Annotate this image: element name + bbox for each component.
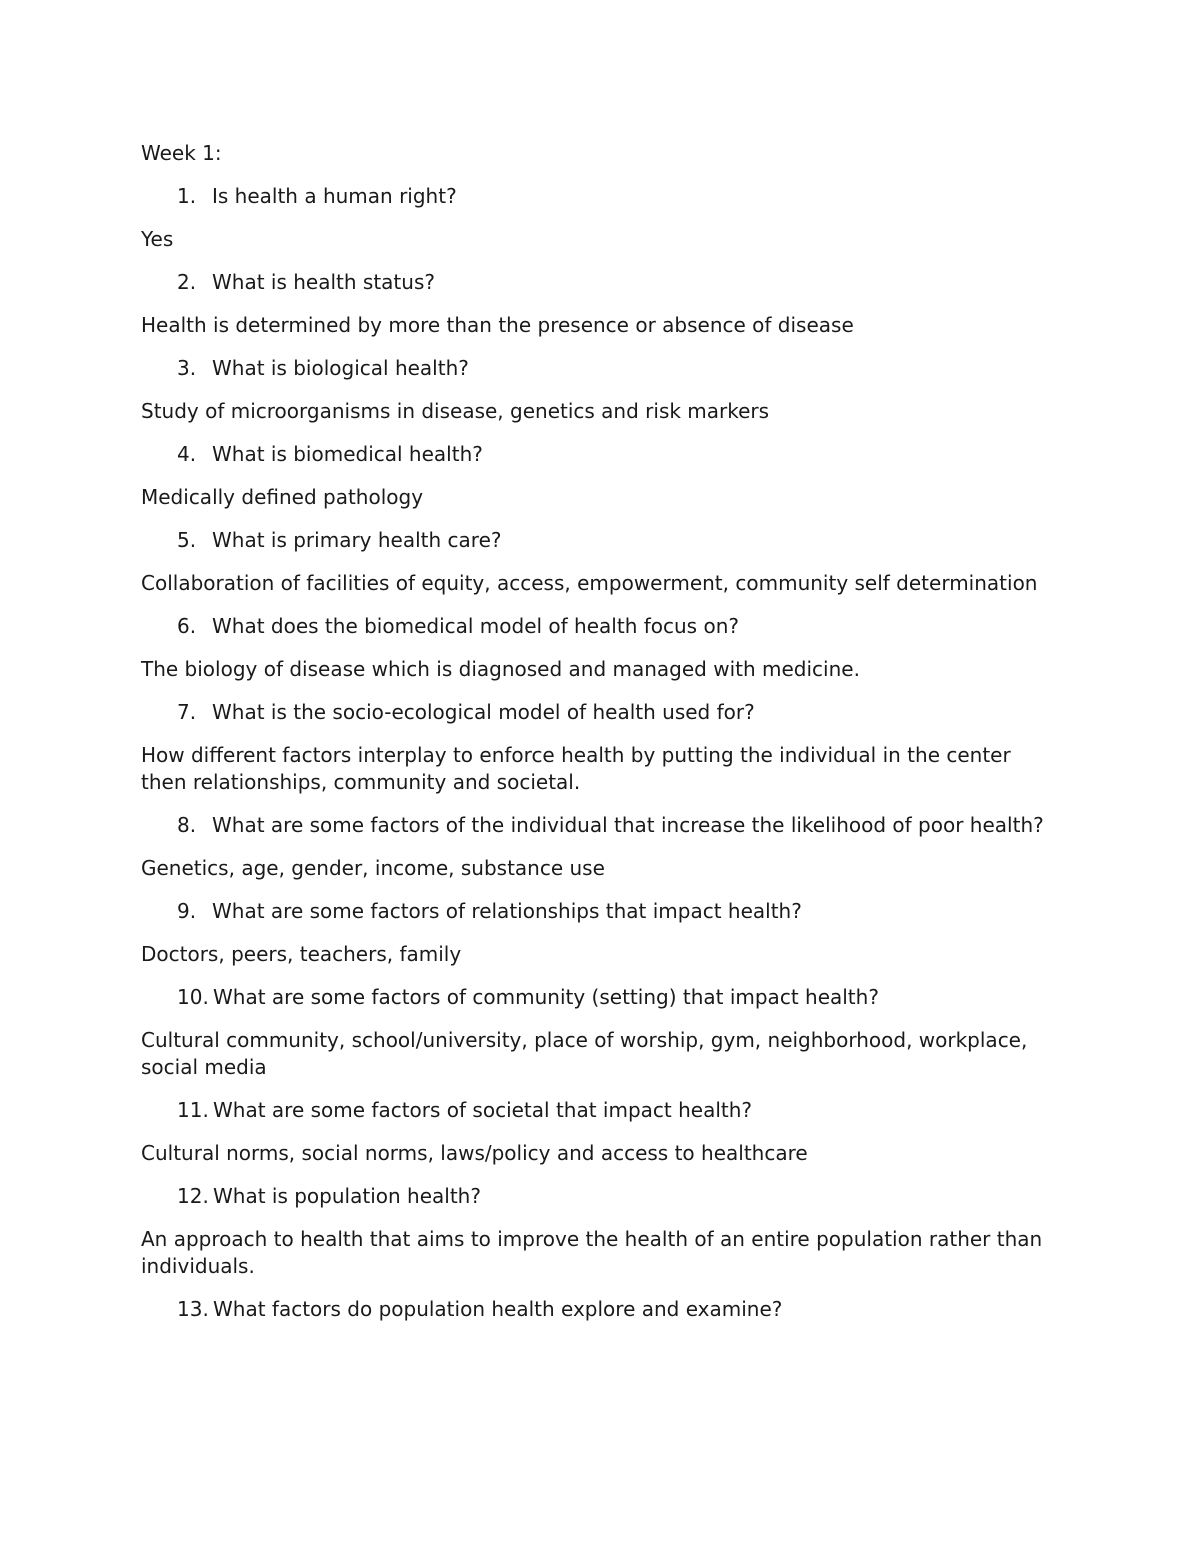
question-number: 5.: [177, 528, 197, 552]
question-text: What are some factors of societal that impact health?: [213, 1098, 753, 1122]
question-number: 13.: [177, 1297, 209, 1321]
answer-text: Collaboration of facilities of equity, access, empowerment, community self determination: [141, 571, 1038, 595]
question-text: What factors do population health explore and examine?: [213, 1297, 783, 1321]
question-number: 7.: [177, 700, 197, 724]
answer-text: Cultural norms, social norms, laws/policy and access to healthcare: [141, 1141, 808, 1165]
question-item: [141, 441, 1061, 468]
question-number: 12.: [177, 1184, 209, 1208]
answer-text: Health is determined by more than the presence or absence of disease: [141, 313, 854, 337]
question-number: 6.: [177, 614, 197, 638]
question-text: What is biomedical health?: [212, 442, 483, 466]
answer-text: Yes: [141, 227, 174, 251]
question-item: [141, 269, 1061, 296]
question-item: [141, 1097, 1061, 1124]
answer-text: An approach to health that aims to improve the health of an entire population rather than individuals.: [141, 1227, 1043, 1278]
answer-text: Cultural community, school/university, place of worship, gym, neighborhood, workplace, social media: [141, 1028, 1028, 1079]
answer-text: Doctors, peers, teachers, family: [141, 942, 462, 966]
question-item: [141, 183, 1061, 210]
question-item: [141, 984, 1061, 1011]
question-text: What is health status?: [212, 270, 435, 294]
question-item: [141, 1296, 1061, 1323]
answer-text: Study of microorganisms in disease, genetics and risk markers: [141, 399, 770, 423]
document-body: [141, 140, 1061, 1339]
question-item: [141, 613, 1061, 640]
question-text: What is primary health care?: [212, 528, 502, 552]
question-item: [141, 812, 1061, 839]
answer-text: Medically defined pathology: [141, 485, 424, 509]
answer-text: How different factors interplay to enforce health by putting the individual in the center then relationships, community and societal.: [141, 743, 1011, 794]
question-number: 1.: [177, 184, 197, 208]
section-heading: Week 1:: [141, 141, 222, 165]
question-text: What does the biomedical model of health focus on?: [212, 614, 739, 638]
question-text: What are some factors of community (setting) that impact health?: [213, 985, 879, 1009]
question-text: Is health a human right?: [212, 184, 457, 208]
question-text: What is population health?: [213, 1184, 481, 1208]
question-item: [141, 699, 1061, 726]
question-item: [141, 355, 1061, 382]
question-number: 10.: [177, 985, 209, 1009]
question-text: What are some factors of relationships that impact health?: [212, 899, 802, 923]
question-item: [141, 527, 1061, 554]
answer-text: Genetics, age, gender, income, substance use: [141, 856, 605, 880]
question-number: 11.: [177, 1098, 209, 1122]
question-number: 2.: [177, 270, 197, 294]
question-text: What is the socio-ecological model of health used for?: [212, 700, 755, 724]
question-text: What is biological health?: [212, 356, 469, 380]
question-number: 3.: [177, 356, 197, 380]
question-number: 8.: [177, 813, 197, 837]
question-number: 9.: [177, 899, 197, 923]
question-text: What are some factors of the individual that increase the likelihood of poor health?: [212, 813, 1044, 837]
question-item: [141, 898, 1061, 925]
question-item: [141, 1183, 1061, 1210]
answer-text: The biology of disease which is diagnosed and managed with medicine.: [141, 657, 860, 681]
question-number: 4.: [177, 442, 197, 466]
